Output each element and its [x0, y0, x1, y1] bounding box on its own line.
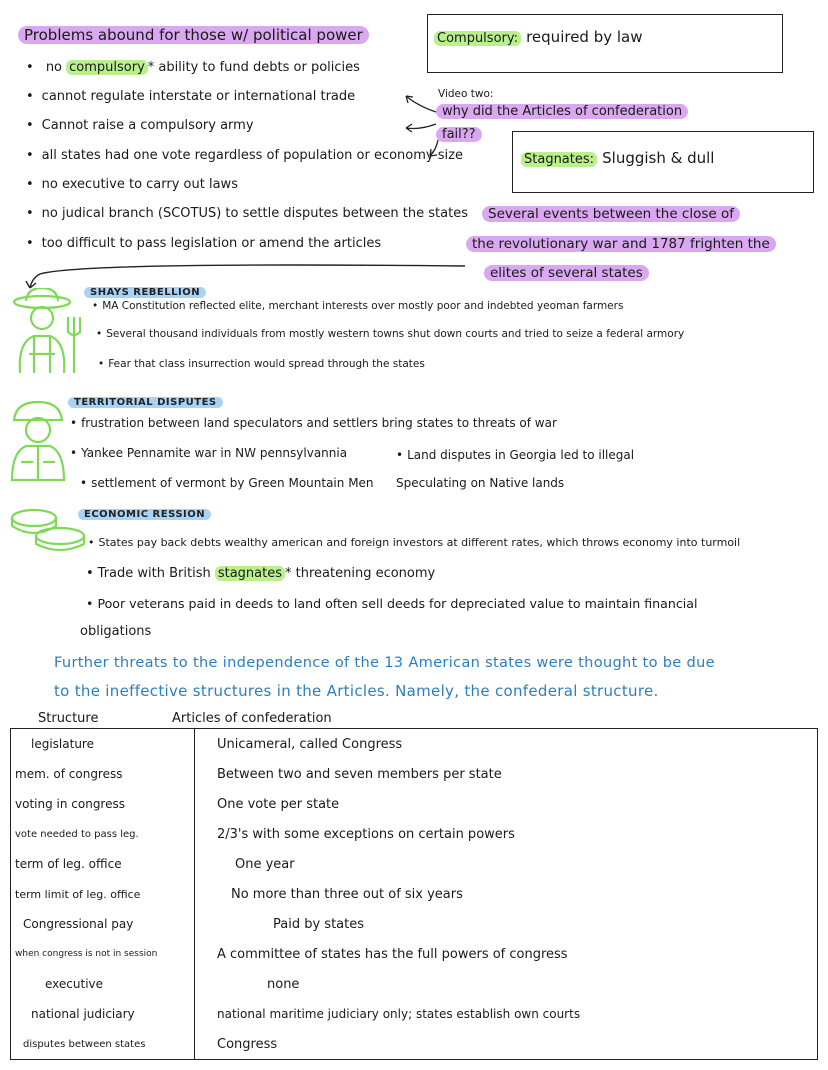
comparison-table	[10, 728, 818, 1060]
definition-box-compulsory	[427, 14, 783, 73]
list-item: • Land disputes in Georgia led to illegal	[396, 448, 634, 462]
table-row: term of leg. office One year	[11, 849, 818, 879]
table-row: Congressional pay Paid by states	[11, 909, 818, 939]
further-line2: to the ineffective structures in the Articles. Namely, the confederal structure.	[54, 682, 659, 700]
list-item: • no compulsory * ability to fund debts or policies	[26, 60, 360, 75]
definition-term: Compulsory:	[434, 31, 521, 46]
list-item: • Trade with British stagnates * threatening economy	[86, 566, 435, 581]
video-question-cont: fail??	[436, 127, 482, 142]
list-item: • Several thousand individuals from mostly western towns shut down courts and tried to seize a federal armory	[96, 328, 684, 340]
coins-icon	[8, 506, 88, 552]
table-header-articles: Articles of confederation	[172, 711, 332, 726]
list-item: • Poor veterans paid in deeds to land often sell deeds for depreciated value to maintain financial	[86, 596, 697, 611]
table-row: executive none	[11, 969, 818, 999]
list-item-cont: obligations	[80, 624, 152, 639]
video-label: Video two:	[438, 88, 494, 100]
table-row: disputes between states Congress	[11, 1029, 818, 1060]
table-row: when congress is not in session A committee of states has the full powers of congress	[11, 939, 818, 969]
section-label-shays: SHAYS REBELLION	[84, 280, 206, 299]
section-label-territorial: TERRITORIAL DISPUTES	[68, 390, 223, 409]
farmer-icon	[12, 288, 90, 376]
table-row: vote needed to pass leg. 2/3's with some exceptions on certain powers	[11, 819, 818, 849]
list-item-cont: Speculating on Native lands	[396, 476, 565, 490]
list-item: • Yankee Pennamite war in NW pennsylvannia	[70, 446, 347, 460]
table-row: legislature Unicameral, called Congress	[11, 729, 818, 760]
list-item: • too difficult to pass legislation or amend the articles	[26, 236, 381, 251]
events-note-line2: the revolutionary war and 1787 frighten the	[466, 236, 776, 252]
list-item: • all states had one vote regardless of population or economy size	[26, 148, 463, 163]
list-item: • frustration between land speculators and settlers bring states to threats of war	[70, 416, 557, 430]
further-line1: Further threats to the independence of the 13 American states were thought to be due	[54, 654, 715, 671]
definition-text: Sluggish & dull	[602, 149, 715, 167]
definition-box-stagnates	[512, 131, 814, 193]
list-item: • Cannot raise a compulsory army	[26, 118, 254, 133]
list-item: • no judical branch (SCOTUS) to settle disputes between the states	[26, 206, 468, 221]
definition-text: required by law	[526, 28, 643, 46]
table-row: mem. of congress Between two and seven members per state	[11, 759, 818, 789]
section-label-economic: ECONOMIC RESSION	[78, 502, 211, 521]
table-row: term limit of leg. office No more than three out of six years	[11, 879, 818, 909]
video-question: why did the Articles of confederation	[436, 104, 688, 119]
definition-term: Stagnates:	[521, 152, 597, 167]
page-title	[18, 26, 369, 44]
events-note-line3: elites of several states	[484, 265, 649, 281]
table-row: voting in congress One vote per state	[11, 789, 818, 819]
table-header-structure: Structure	[38, 711, 99, 726]
soldier-icon	[8, 400, 70, 482]
list-item: • settlement of vermont by Green Mountain Men	[80, 476, 374, 490]
list-item: • Fear that class insurrection would spread through the states	[98, 358, 425, 370]
list-item: • cannot regulate interstate or international trade	[26, 89, 355, 104]
list-item: • MA Constitution reflected elite, merchant interests over mostly poor and indebted yeoman farmers	[92, 300, 623, 312]
arrow-icon	[398, 88, 440, 160]
list-item: • States pay back debts wealthy american and foreign investors at different rates, which throws economy into turmoil	[88, 536, 740, 549]
events-note-line1: Several events between the close of	[482, 206, 740, 222]
table-row: national judiciary national maritime judiciary only; states establish own courts	[11, 999, 818, 1029]
title-text: Problems abound for those w/ political power	[18, 26, 369, 44]
list-item: • no executive to carry out laws	[26, 177, 238, 192]
